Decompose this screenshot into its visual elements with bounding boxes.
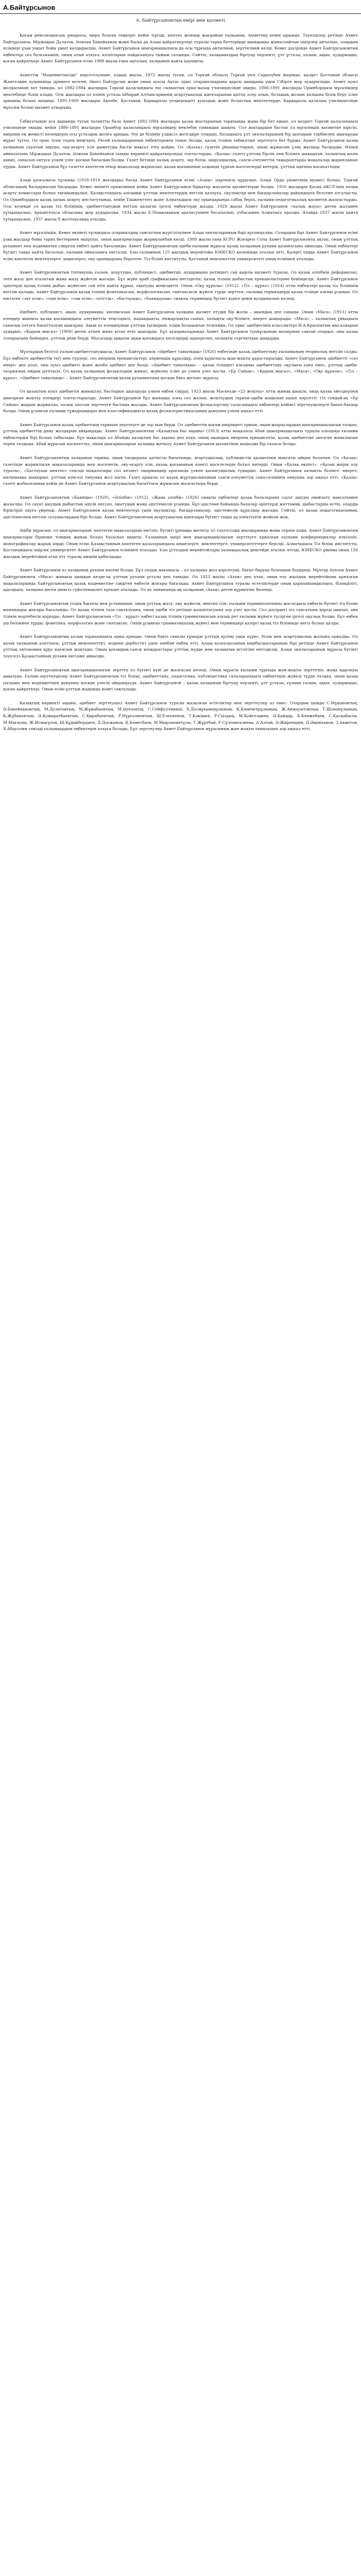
paragraph: Қазақтың көрнекті ақыны, әдебиет зерттеушісі Ахмет Байтұрсынов туралы жазылған естеліктер мен зерттеулер аз емес. Олардың ішінде С.Мұқановтың, Ә.Бөкейхановтың, М.Дулатовтың, М.Жұмабаевтың, М.Әуезовтің, С.Сейфуллиннің, Х.Досмұхамедұлының, Қ.Кемеңгерұлының, Ж.Аймауытовтың, Т.Шонанұлының, Қ.Жұбановтың, Ә.Қоңыратбаевтың, С.Қирабаевтың, Р.Нұрғалиевтың, Ш.Елеукенов, Т.Кәкішев, Р.Сыздық, М.Қойгелдиев, Ә.Қайдар, Б.Кенжебаев, С.Қасқабасов, М.Мағауин, Ж.Исмағұлов, Ш.Құдайбердиев, Д.Досжанов, К.Кеңесбаев, М.Мырзахметұлы, Т.Жұртбай, Р.Сұлтанғалиева, А.Алтай, Ә.Жиреншин, Д.Әшімханов, З.Ахметов, Х.Абдуллин секілді ғалымдардың еңбектерін атауға болады. Бұл зерттеулер Ахмет Байтұрсынов мұрасының жан-жақты танылуына зор ықпал етті. <box>3 700 358 732</box>
paragraph: Ахмет Байтұрсыновтың шығармашылығын зерттеу ісі бүгінгі күні де жалғасып келеді. Оның мұрасы ғылыми тұрғыда жан-жақты зерттеліп, жаңа қырлары ашылуда. Ғалым-зерттеушілер Ахмет Байтұрсыновтың тіл білімі, әдебиеттану, педагогика, публицистика салаларындағы еңбектерін жүйелі түрде талдап, оның қазақ ғылымы мен мәдениетінің дамуына қосқан үлесін айқындауда. Ахмет Байтұрсынов – қазақ халқының біртуар перзенті, ұлт ұстазы, ғұлама ғалым, ақын, аудармашы, қоғам қайраткері. Оның есімі ұлттың жадында мәңгі сақталады. <box>3 667 358 692</box>
paragraph: Ол қазақтың ауыз әдебиетін жинақтап, бастырып шығаруда үлкен еңбек сіңірді. 1923 жылы Мәскеуде «23 жоқтау» атты жинақ шықты, онда қазақ әйелдерінің шығарған жоқтау өлеңдері топтастырылды. Ахмет Байтұрсынов бұл жинаққа алғы сөз жазып, жоқтаудың тарихи-әдеби маңызын ашып көрсетті. Ол сондай-ақ «Ер Сайын» жырын жариялап, халық эпосын зерттеуге бастама жасады. Ахмет Байтұрсыновтың фольклортану саласындағы еңбектері кейінгі зерттеушілерге бағыт-бағдар болды. Оның ұсынған ғылыми тұжырымдары мен классификациясы қазақ фольклористикасының дамуына үлкен ықпал етті. <box>3 389 358 414</box>
paragraph: Ахмет Байтұрсыновтың халық тарихындағы орны ерекше. Оның бүкіл саналы ғұмыры ұлттың ертеңі үшін күрес, білім мен ағартушылық жолына арналды. Ол қазақ халқының азаттығы, ұлттық мемлекеттігі, мәдени дербестігі үшін аянбай еңбек етті. Алаш қозғалысының көшбасшыларының бірі ретінде Ахмет Байтұрсынов ұлттық автономия құру идеясын жақтады. Оның қоғамдық-саяси көзқарастары ұлттық мүдде мен халықтың игілігіне негізделді. Алаш зиялыларының мұрасы бүгінгі тәуелсіз Қазақстанның рухани негізіне айналды. <box>3 634 358 658</box>
paragraph: Қоғам революциясын ұмырыла, мирп болған төңкеріс кейін тірілді, көптеп жоюнш жағдайын тапқанық. Ахметтер кейін ырымда. Тәуелділер ретінде Ахмет Байтұрсынов, Міржақып Дулатов, Әлихан Бөкейханов және басқа да Алаш қайраткерлері туралы тарих беттерінде шындыққа жанаспайтын пікірлер айтылып, олардың есімдері ұзақ уақыт бойы ұмыт қалдырылды. Ахмет Байтұрсынов шығармашылығы да осы тұрғыда айтылмай, зерттелмей келді. Кеңес дәуірінде Ахмет Байтұрсыновтың еңбектері сөз болғанымен, оның атын атауға, кітаптарын пайдалануға тыйым салынды. Сөйтіп, халқымыздың біртуар перзенті, ұлт ұстазы, ғалым, ақын, аудармашы, қоғам қайраткері Ахмет Байтұрсынов есімі 1988 жылы ғана ақталып, халқымен қайта қауышты. <box>3 33 358 64</box>
title-bar <box>0 0 361 14</box>
paragraph: Ахмет Байтұрсынов өз халқының рухани көсемі болды. Бұл сөздің мағынасы – ол халқына жол көрсетуші, бағыт беруші болғанын білдіреді. Мұхтар Әуезов Ахмет Байтұрсыновты «Маса» жинағы шыққан кезде-ақ ұлттың рухани ұстазы деп таныды. Ол 1923 жылы «Ахаң» деп атап, оның елу жылдық мерейтойына арналған мақалаларында Байтұрсыновтың қазақ мәдениетіне сіңірген еңбегін жоғары бағалады. Ахмет Байтұрсынов туралы естеліктерде оның қарапайымдылығы, білімділігі, адалдығы, халқына деген шексіз сүйіспеншілігі ерекше аталады. Ол өз заманында-ақ халқының «Ахаң» деген құрметіне бөленді. <box>3 568 358 592</box>
document-title: А.Байтұрсынов <box>3 4 56 11</box>
document-body <box>0 14 361 733</box>
paragraph: Ахмет Байтұрсыновтың тілтанушы ғалым, ағартушы, публицист, әдебиетші, аудармашы ретіндегі сан қырлы қызметі туралы. Ол қазақ әліпбиін реформалап, төте жазу деп аталатын жаңа жазу жүйесін жасады. Бұл жүйе араб графикасына негізделіп, қазақ тілінің дыбыстық ерекшеліктеріне бейімделді. Ахмет Байтұрсынов әріптерді қазақ тілінің дыбыс жүйесіне сай етіп қайта құрып, оқытуды жеңілдетті. Оның «Оқу құралы» (1912), «Тіл – құрал» (1914) атты еңбектері қазақ тіл білімінің негізін қалады. Ахмет Байтұрсынов қазақ тілінің фонетикасын, морфологиясын, синтаксисін жүйелі түрде зерттеп, ғылыми терминдерді қазақ тілінде алғаш ұсынды. Ол енгізген «зат есім», «сын есім», «сан есім», «етістік», «бастауыш», «баяндауыш» сияқты терминдер бүгінгі күнге дейін қолданылып келеді. <box>3 270 358 301</box>
paragraph: Ахметтің "Мәдениетімізде" көрсетілуінше: аздаш жылы, 1872 жылы туған, ол Торғай облысы Торғай уезі Сарытүбек жерінде, қазіргі Қостанай облысы Жангелдин ауданында дүниеге келген. Әкесі Байтұрсын және оның ағасы Ақтас орыс отаршылдарына қарсы шыққаны үшін Сібірге жер аударылады. Ахмет ауыл молдасынан хат таниды, ал 1882-1884 жылдары Торғай қаласындағы екі сыныптық орыс-қазақ училищесінде оқиды. 1886-1891 жылдары Орынбордағы мұғалімдер мектебінде білім алады. Осы жылдары ол өзінің ұстазы Ыбырай Алтынсариннің ағартушылық идеяларынан қатты әсер алып, болашақ жолын халқына білім беру ісіне арнамақ болып шешеді. 1895-1909 жылдары Ақтөбе, Қостанай, Қарқаралы уездеріндегі ауылдық және болыстық мектептерде, Қарқаралы қалалық училищесінде мұғалім болып қызмет атқарады. <box>3 72 358 110</box>
paragraph: Ахмет мұғалімдік. Кеңес өкіметі тұсындағы отаршылдық саясаттың жүргізілуімен Алаш зиялыларының бәрі қуғындалды. Солардың бірі Ахмет Байтұрсынов есімі ұзақ жылдар бойы тарих беттерінен өшіріліп, оның шығармалары жарияланбай келді. 1988 жылы ғана КСРО Жоғарғы Соты Ахмет Байтұрсыновты ақтап, оның ұлттық руханият пен мәдениетке сіңірген еңбегі қайта бағаланды. Ахмет Байтұрсыновтың әдеби-ғылыми мұрасы қазақ халқының рухани қазынасына айналды. Оның еңбектері бүгінгі таңда қайта басылып, ғылыми айналымға енгізілді. Ұлы ғалымның 125 жылдық мерейтойы ЮНЕСКО көлемінде аталып өтті. Қазіргі таңда Ахмет Байтұрсынов есімі көптеген мектептерге, көшелерге, оқу орындарына берілген. Тіл білімі институты, Қостанай мемлекеттік университеті оның есімімен аталады. <box>3 230 358 261</box>
article-heading: А. Байтұрсыновтың өмірі мен қызметі <box>135 18 226 23</box>
paragraph: Ахмет Байтұрсыновтың тілдік бағыты мен ұстанымын, оның ұлттық жазу, оқу жүйесін, мектеп ісін, ғылыми терминологияны жасаудағы еңбегін бүгінгі тіл білімі мамандары жоғары бағалайды. Ол қазақ тілінің таза сақталуына, оның әдеби тіл ретінде қалыптасуына зор үлес қосты. Сол дәуірдегі тіл саясатына қарсы шығып, ана тілінің мәртебесін қорғады. Ахмет Байтұрсыновтың «Тіл – құрал» еңбегі қазақ тілінің грамматикасын алғаш рет ғылыми жүйеге түсірген іргелі оқулық болды. Бұл еңбек үш бөлімнен тұрды: фонетика, морфология және синтаксис. Оның ұсынған грамматикалық жүйесі мен терминдері қазіргі қазақ тіл білімінде негіз болып қалды. <box>3 601 358 625</box>
paragraph: Табиғатынан аса дарынды туған талантты бала Ахмет 1882-1884 жылдары қазақ жастарының тарихында жаңа бір бет ашып, ол кездегі Торғай қаласындағы училищеде оқыды, кейін 1886-1891 жылдары Орынбор қаласындағы мұғалімдер мектебін тамамдап шықты. Сол жылдардан бастап ол мұғалімдік қызметке кірісіп, өмірінің ең жемісті кезеңдерін осы ұстаздық жолға арнады. Өзі де білімін үздіксіз жетілдіре отырып, болашақта ұлт зиялыларының бір шоғырын тәрбиелеп шығаруды мұрат тұтты. Ол орыс тілін терең меңгеріп, Ресей ғалымдарының еңбектерімен таныс болды, қазақ тілінің табиғатын зерттеуге бет бұрды. Ахмет Байтұрсынов қазақ халқының сауатын ашуды, оқу-ағарту ісін дамытуды басты мақсат етіп қойды. Ол «Қазақ» газетін ұйымдастырып, оның жұмысын ұзақ жылдар басқарды. Өзінің айналасына Міржақып Дулатов, Әлихан Бөкейханов сынды көрнекті қайраткерлерді топтастырды. «Қазақ» газеті ұлттық бірлік пен білімге шақырған, халықтың көзін ашып, санасын оятуға үлкен үлес қосқан басылым болды. Газет бетінде халық ағарту, оқу-білім, шаруашылық, саяси-әлеуметтік тақырыптарда мақалалар жарияланып тұрды. Ахмет Байтұрсынов бұл газетте көптеген өткір мақалалар жариялап, қазақ қоғамының алдында тұрған мәселелерді көтерді, ұлттық идеяны насихаттады. <box>3 118 358 169</box>
paragraph: Мұхтардың белгілі ғалым-әдебиеттанушысы, Ахмет Байтұрсынов «Әдебиет танытқыш» (1926) еңбегінде қазақ әдебиеттану ғылымының теориялық негізін салды. Бұл еңбекте әдебиеттің тегі мен түрлері, сөз өнерінің ерекшеліктері, көркемдік құралдар, өлең құрылысы жан-жақты қарастырылды. Ахмет Байтұрсынов әдебиетті «сөз өнері» деп атап, оны ауыз әдебиеті және жазба әдебиет деп бөлді. «Әдебиет танытқыш» – қазақ тіліндегі алғашқы әдебиеттану оқулығы ғана емес, ұлттық әдеби-теориялық ойдың іргетасы. Ол қазақ халқының фольклорын жинау, жүйелеу ісіне де үлкен үлес қосты. «Ер Сайын», «Қырық мысал», «Маса», «Оқу құралы», «Тіл – құрал», «Әдебиет танытқыш» – Ахмет Байтұрсыновтың қазақ руханиятына қосқан баға жетпес мұрасы. <box>3 349 358 380</box>
paragraph: Ахмет Байтұрсыновтың халқының тарихы, оның тағдырына қатысты бағытында, ағартушылық, публицистік қызметінің мақсаты айқын болатын. Ол «Қазақ» газетінде жариялаған мақалаларында жер мәселесін, оқу-ағарту ісін, қазақ қоғамының өзекті мәселелерін батыл көтерді. Оның «Қазақ өкпесі», «Қазақ жерін алу туралы», «Бастауыш мектеп» секілді мақалалары сол кездегі оқырмандар арасында үлкен қызығушылық тудырды. Ахмет Байтұрсынов халықты білімге, өнерге, ынтымаққа шақырып, ұлттың өзін-өзі тануына жол ашты. Газет арқылы ол қазақ жұртшылығының саяси-әлеуметтік сана-сезімінің оянуына зор ықпал етті. «Қазақ» газеті жабылғаннан кейін де Ахмет Байтұрсынов ағартушылық бағыттағы жұмысын жалғастыра берді. <box>3 455 358 486</box>
paragraph-list <box>3 32 358 733</box>
paragraph: Ахмет Байтұрсыновтың «Баяншы» (1920), «Әліпбиі» (1912), «Жаңа әліпби» (1926) сияқты еңбектері қазақ балаларына сауат ашуды оңайлату мақсатымен жазылды. Ол сауат ашудың дыбыстық әдісін енгізіп, оқытудың жаңа әдістемесін ұсынды. Бұл әдістеме бойынша балалар әріптерді жаттамай, дыбыстарды естіп, оларды біріктіріп оқуға үйренді. Ахмет Байтұрсынов қазақ мектептері үшін оқулықтар, бағдарламалар, әдістемелік құралдар жасады. Сөйтіп, ол қазақ педагогикасының, әдістемесінің негізін салушылардың бірі болды. Ахмет Байтұрсыновтың ағартушылық идеялары бүгінгі таңда да өзектілігін жойған жоқ. <box>3 495 358 519</box>
paragraph: Әдебиет, публицист, ақын, аудармашы, көсемсөзші Ахмет Байтұрсынов халқына қызмет етудің бір жолы – ақындық деп санады. Оның «Маса» (1911) атты өлеңдер жинағы қазақ қоғамындағы әлеуметтік теңсіздікті, надандықты, енжарлықты сынап, халықты оқу-білімге, өнерге шақырады. «Маса» – халықтың ұйқыдағы санасын оятуға бағытталған шығарма. Ақын өз өлеңдерінде ұлттың тағдырын, елдің болашағын толғайды. Ол орыс әдебиетінің классиктері И.А.Крыловтың мысалдарын аударып, «Қырық мысал» (1909) деген атпен жеке кітап етіп шығарды. Бұл аудармаларында Ахмет Байтұрсынов түпнұсқаның мазмұнын сақтай отырып, оны қазақ топырағына бейімдеп, ұлттық реңк берді. Мысалдар арқылы ақын қоғамдағы кеселдерді әшкерелеп, халықты сергектікке шақырды. <box>3 310 358 341</box>
paragraph: Ахмет Байтұрсынов қазақ әдебиетінің тарихын зерттеуге де зор мән берді. Ол әдебиеттің қоғам өміріндегі орнын, ақын-жыраулардың шығармашылығын талдап, ұлттық әдебиеттің даму жолдарын айқындады. Ахмет Байтұрсыновтың «Қазақтың бас ақыны» (1913) атты мақаласы Абай шығармашылығы туралы алғашқы ғылыми еңбектердің бірі болып табылады. Бұл мақалада ол Абайды қазақтың бас ақыны деп атап, оның ақындық өнерінің ерекшелігін, қазақ әдебиетіне әкелген жаңалығын терең талдады. Абай мұрасын насихаттау, оның шығармаларын халыққа жеткізу Ахмет Байтұрсынов қызметінің маңызды бір саласы болды. <box>3 422 358 447</box>
paragraph: Алаш қозғалысы тұсында (1918-1919 жылдары) басқа Ахмет Байтұрсынов есімі «Алаш» партиясы құрылып, Алаш Орда үкіметінің мүшесі болып, Торғай облысының басқармасын басқарды. Кеңес өкіметі орнағаннан кейін Ахмет Байтұрсынов бірқатар жауапты қызметтерде болды. 1920 жылдары Қазақ АКСР-інің халық ағарту комиссары болып тағайындалып, Қазақстандағы алғашқы ұлттық мектептердің негізін қалауға, оқулықтар мен бағдарламалар дайындауға белсене атсалысты. Ол Орынбордағы қазақ халық ағарту институтында, кейін Ташкенттегі және Алматыдағы оқу орындарында сабақ беріп, ғылыми-педагогикалық қызметін жалғастырды. Осы кезеңде ол қазақ тіл білімінің, әдебиеттанудың негізін қалаған іргелі еңбектерін жазды. 1929 жылы Ахмет Байтұрсынов «халық жауы» деген жаламен тұтқындалып, Архангельск облысына жер аударылды. 1934 жылы Е.Пешкованың араласуымен босатылып, отбасымен Алматыға оралды. Алайда 1937 жылы қайта тұтқындалып, 1937 жылы 8 желтоқсанда атылды. <box>3 178 358 222</box>
paragraph: Әдіби мұрасын, ол шығармаларын, көптеген мақалаларын енгізіп, бүгінгі ұрпаққа жеткізу ісі тәуелсіздік жылдарында жаңа серпін алды. Ахмет Байтұрсыновтың шығармалары бірнеше томдық жинақ болып басылып шықты. Ғалымның өмірі мен шығармашылығын зерттеуге арналған ғылыми конференциялар өткізіліп, монографиялар жарық көрді. Оның есімі Қазақстанның көптеген қалаларындағы көшелерге, мектептерге, университеттерге берілді. Алматыдағы Тіл білімі институты, Қостанайдағы өңірлік университет Ахмет Байтұрсынов есімімен аталады. Ұлы ұстаздың мерейтойлары халықаралық деңгейде аталып өтілді, ЮНЕСКО ұйымы оның 150 жылдық мерейтойын атап өту туралы шешім қабылдады. <box>3 528 358 559</box>
